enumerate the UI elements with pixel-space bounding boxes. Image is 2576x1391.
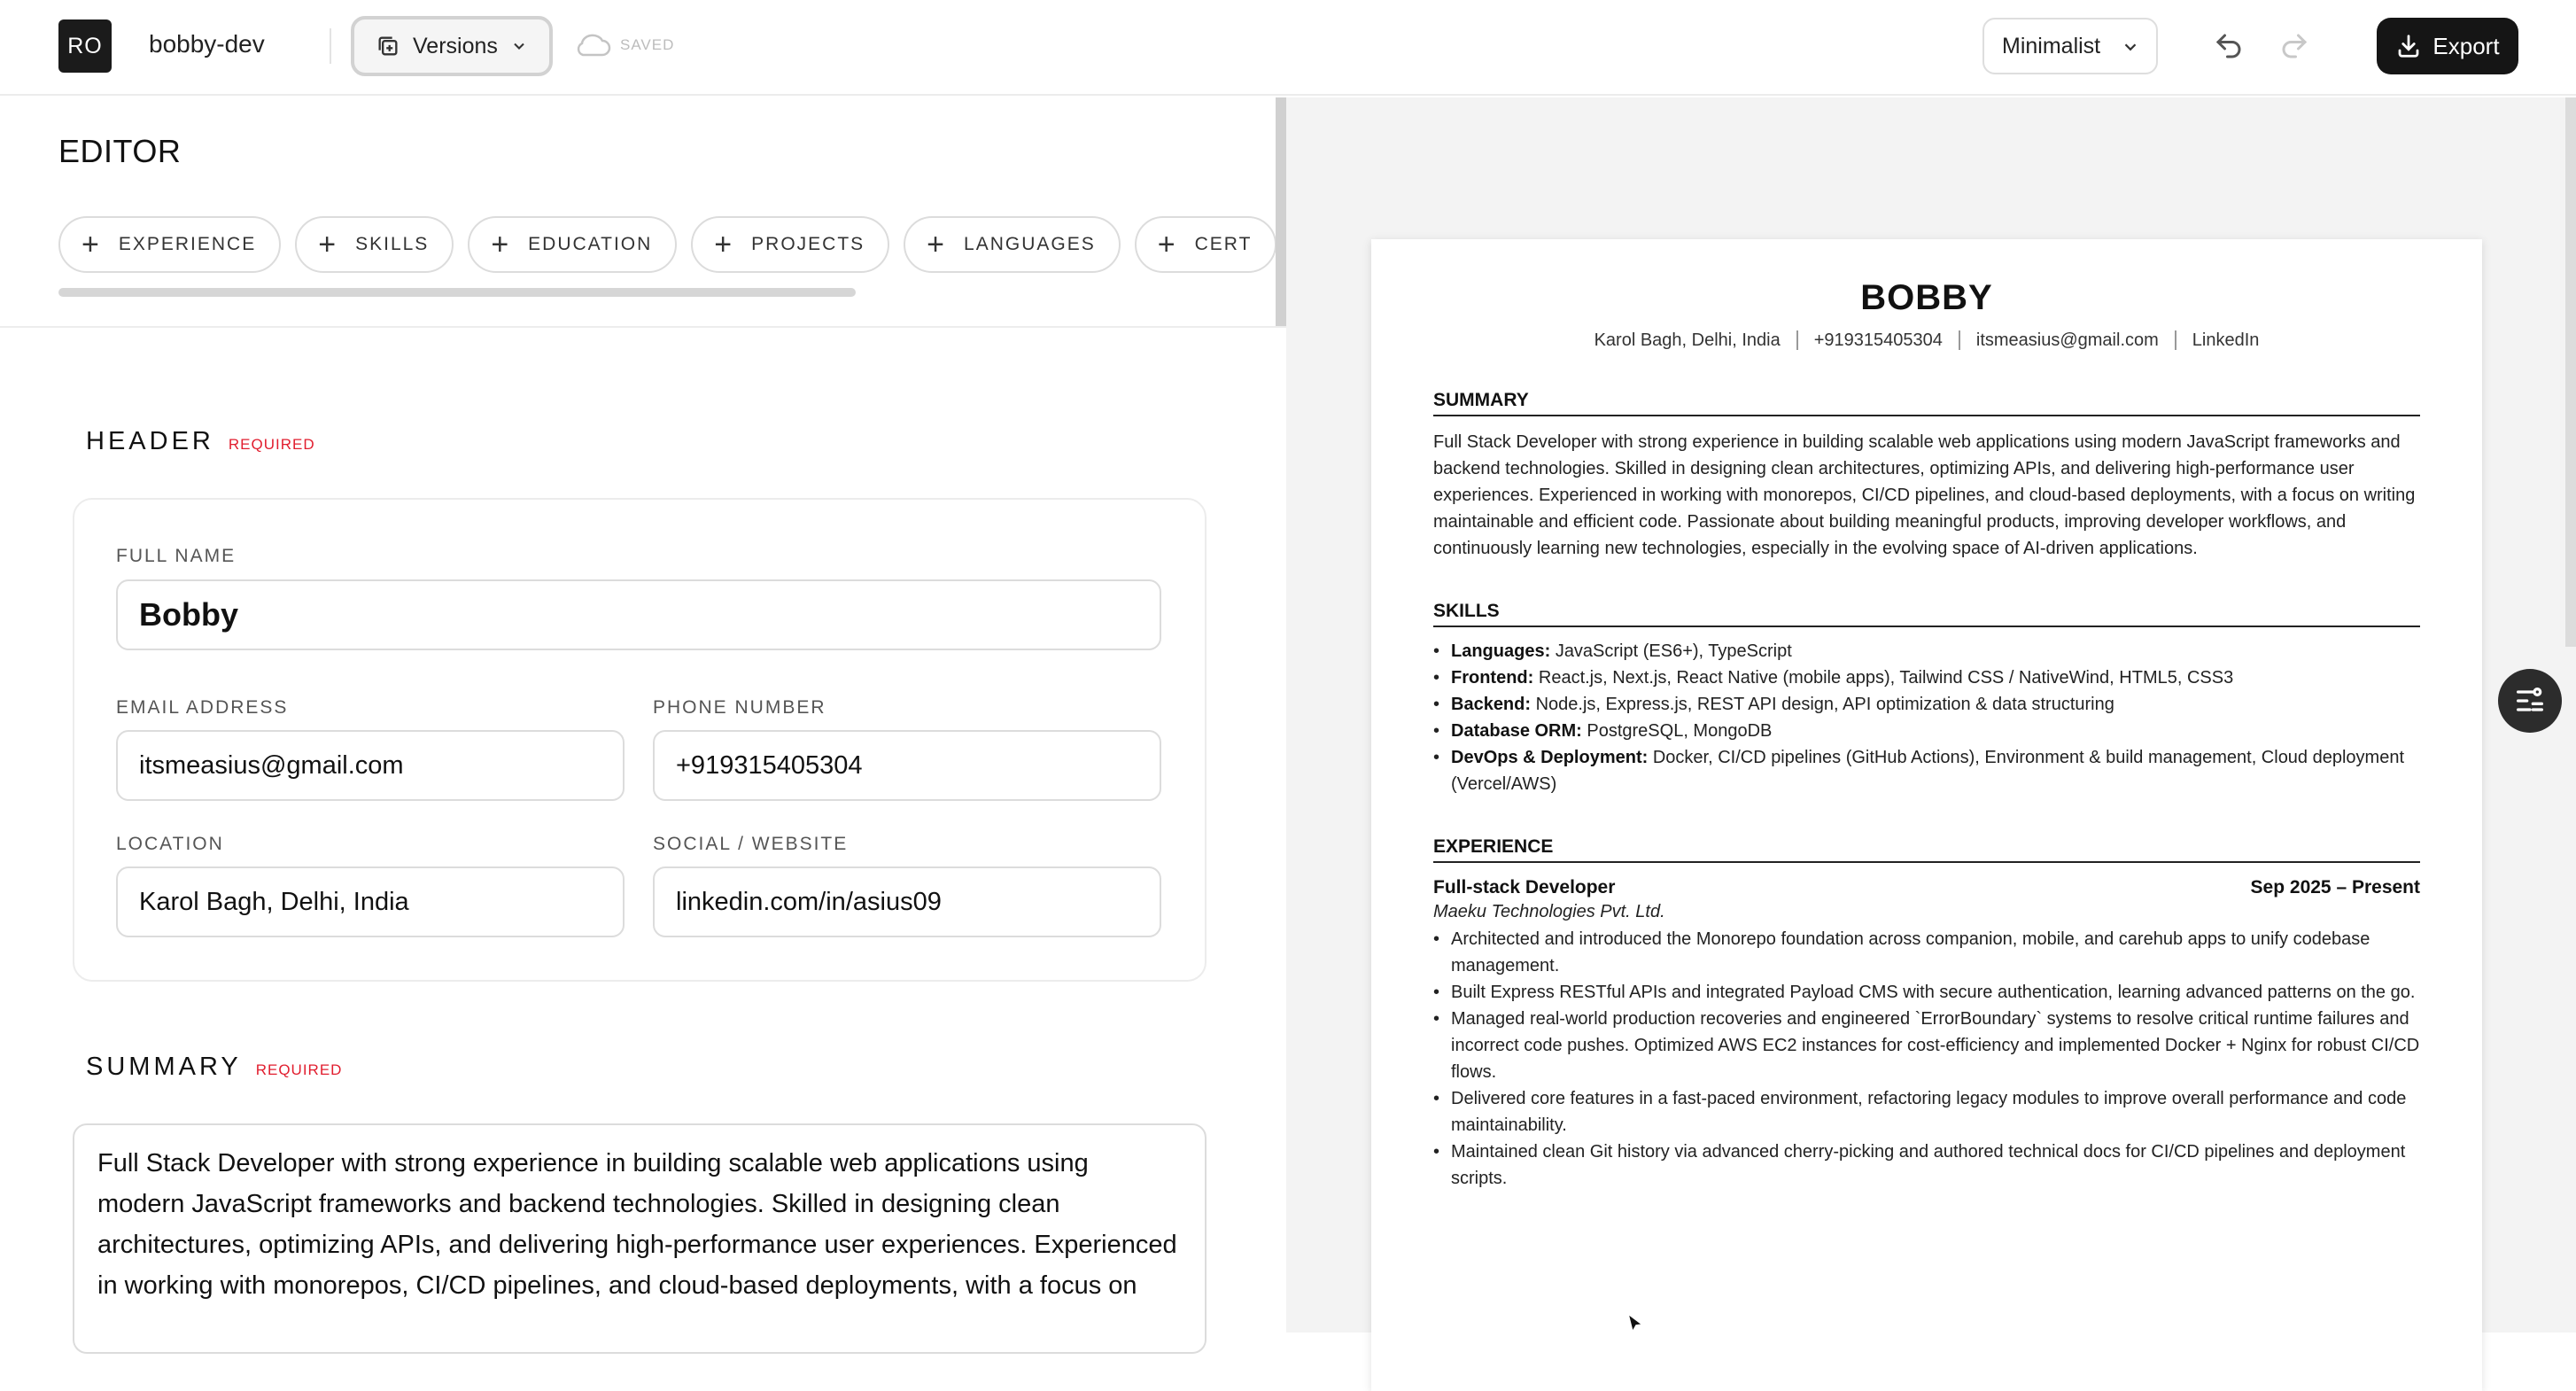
required-badge: REQUIRED xyxy=(228,436,315,453)
chip-label: CERT xyxy=(1194,234,1253,254)
plus-icon: + xyxy=(491,228,509,261)
add-languages-chip[interactable] xyxy=(904,216,1121,273)
contact-email: itsmeasius@gmail.com xyxy=(1960,330,2176,350)
versions-label: Versions xyxy=(413,33,498,58)
full-name-input[interactable]: Bobby xyxy=(116,579,1161,650)
preview-panel xyxy=(1286,97,2576,1333)
undo-icon[interactable] xyxy=(2213,30,2245,62)
job-dates: Sep 2025 – Present xyxy=(2250,877,2420,898)
phone-input[interactable]: +919315405304 xyxy=(653,730,1161,801)
theme-value: Minimalist xyxy=(2002,33,2101,58)
chip-label: EXPERIENCE xyxy=(118,234,257,254)
phone-label: PHONE NUMBER xyxy=(653,697,826,718)
add-experience-chip[interactable] xyxy=(58,216,281,273)
social-label: SOCIAL / WEBSITE xyxy=(653,834,849,854)
redo-icon[interactable] xyxy=(2278,30,2310,62)
add-skills-chip[interactable] xyxy=(295,216,454,273)
chevron-down-icon xyxy=(510,37,528,55)
summary-section-title xyxy=(86,1053,342,1082)
cloud-icon xyxy=(572,32,611,58)
chip-label: PROJECTS xyxy=(751,234,865,254)
section-chips xyxy=(58,216,1253,276)
add-education-chip[interactable] xyxy=(468,216,677,273)
plus-icon: + xyxy=(714,228,733,261)
summary-textarea[interactable]: Full Stack Developer with strong experience in building scalable web applications using modern JavaScript frameworks and backend technologies. Skilled in designing clean architectures, optimizing APIs, and delivering high-performance user experiences. Experienced in working with monorepos, CI/CD pipelines, and cloud-based deployments, with a focus on xyxy=(73,1123,1207,1354)
plus-icon: + xyxy=(1157,228,1175,261)
job-role: Full-stack Developer xyxy=(1433,877,1616,898)
download-icon xyxy=(2395,33,2422,59)
add-certifications-chip[interactable] xyxy=(1135,216,1277,273)
add-projects-chip[interactable] xyxy=(691,216,889,273)
plus-icon: + xyxy=(81,228,99,261)
required-badge: REQUIRED xyxy=(255,1061,343,1078)
resume-summary-text: Full Stack Developer with strong experience in building scalable web applications using modern JavaScript frameworks and backend technologies. Skilled in designing clean architectures, optimizing APIs, and delivering high-performance user experiences. Experienced in working with monorepos, CI/CD pipelines, and cloud-based deployments, with a focus on writing maintainable and efficient code. Passionate about building meaningful products, improving developer workflows, and continuously learning new technologies, especially in the evolving space of AI-driven applications. xyxy=(1433,432,2416,558)
list-item: • Maintained clean Git history via advanced cherry-picking and authored technical docs for CI/CD pipelines and deployment scripts. xyxy=(1433,1138,2420,1192)
location-label: LOCATION xyxy=(116,834,224,854)
divider xyxy=(330,28,331,64)
resume-paper xyxy=(1371,239,2482,1391)
plus-icon: + xyxy=(927,228,945,261)
chip-label: EDUCATION xyxy=(528,234,653,254)
section-title: SUMMARY xyxy=(86,1053,242,1081)
contact-phone: +919315405304 xyxy=(1798,330,1960,350)
full-name-label: FULL NAME xyxy=(116,546,237,566)
chevron-down-icon xyxy=(2121,37,2140,57)
resume-experience-title: EXPERIENCE xyxy=(1433,836,2420,863)
list-item: • Managed real-world production recoveries and engineered `ErrorBoundary` systems to resolve critical runtime failures and incorrect code pushes. Optimized AWS EC2 instances for cost-efficiency and implemented Docker + Nginx for robust CI/CD flows. xyxy=(1433,1006,2420,1085)
preview-scrollbar[interactable] xyxy=(2565,97,2576,647)
chip-label: SKILLS xyxy=(355,234,430,254)
theme-select[interactable] xyxy=(1982,18,2158,74)
email-label: EMAIL ADDRESS xyxy=(116,697,289,718)
editor-panel xyxy=(0,97,1286,1333)
app-logo[interactable]: RO xyxy=(58,19,112,73)
export-button[interactable] xyxy=(2377,18,2518,74)
list-item: • Languages: JavaScript (ES6+), TypeScript xyxy=(1433,638,2420,664)
resume-name: BOBBY xyxy=(1860,278,1993,317)
top-bar xyxy=(0,0,2576,96)
editor-scrollbar[interactable] xyxy=(1276,97,1286,326)
list-item: • Database ORM: PostgreSQL, MongoDB xyxy=(1433,718,2420,744)
project-name[interactable]: bobby-dev xyxy=(149,30,265,58)
list-item: • Built Express RESTful APIs and integrated Payload CMS with secure authentication, learning advanced patterns on the go. xyxy=(1433,979,2420,1006)
email-input[interactable]: itsmeasius@gmail.com xyxy=(116,730,625,801)
saved-label: SAVED xyxy=(620,36,675,53)
header-section-title xyxy=(86,427,315,456)
skills-list xyxy=(1433,638,2420,797)
list-settings-icon xyxy=(2512,683,2548,719)
resume-summary-title: SUMMARY xyxy=(1433,390,2420,416)
job-header xyxy=(1433,877,2420,898)
list-item: • Delivered core features in a fast-paced environment, refactoring legacy modules to improve overall performance and code maintainability. xyxy=(1433,1085,2420,1138)
export-label: Export xyxy=(2432,32,2500,59)
save-status xyxy=(572,32,674,58)
contact-location: Karol Bagh, Delhi, India xyxy=(1579,330,1798,350)
mouse-cursor-icon xyxy=(1626,1313,1646,1333)
job-company: Maeku Technologies Pvt. Ltd. xyxy=(1433,902,1665,921)
versions-icon xyxy=(376,34,400,58)
divider xyxy=(0,326,1286,328)
list-item: • Backend: Node.js, Express.js, REST API design, API optimization & data structuring xyxy=(1433,691,2420,718)
resume-skills-title: SKILLS xyxy=(1433,601,2420,627)
list-item: • Architected and introduced the Monorepo foundation across companion, mobile, and carehub apps to unify codebase management. xyxy=(1433,926,2420,979)
plus-icon: + xyxy=(318,228,337,261)
chips-scrollbar[interactable] xyxy=(58,288,856,297)
editor-title: EDITOR xyxy=(58,133,182,169)
versions-button[interactable] xyxy=(351,16,553,76)
list-item: • DevOps & Deployment: Docker, CI/CD pipelines (GitHub Actions), Environment & build management, Cloud deployment (Vercel/AWS) xyxy=(1433,744,2420,797)
location-input[interactable]: Karol Bagh, Delhi, India xyxy=(116,866,625,937)
resume-contact xyxy=(1433,330,2420,351)
social-input[interactable]: linkedin.com/in/asius09 xyxy=(653,866,1161,937)
list-item: • Frontend: React.js, Next.js, React Native (mobile apps), Tailwind CSS / NativeWind, HTML5, CSS3 xyxy=(1433,664,2420,691)
contact-linkedin[interactable]: LinkedIn xyxy=(2192,330,2260,350)
section-title: HEADER xyxy=(86,427,214,455)
chip-label: LANGUAGES xyxy=(964,234,1096,254)
outline-toggle-button[interactable] xyxy=(2498,669,2562,733)
job-bullets xyxy=(1433,926,2420,1192)
